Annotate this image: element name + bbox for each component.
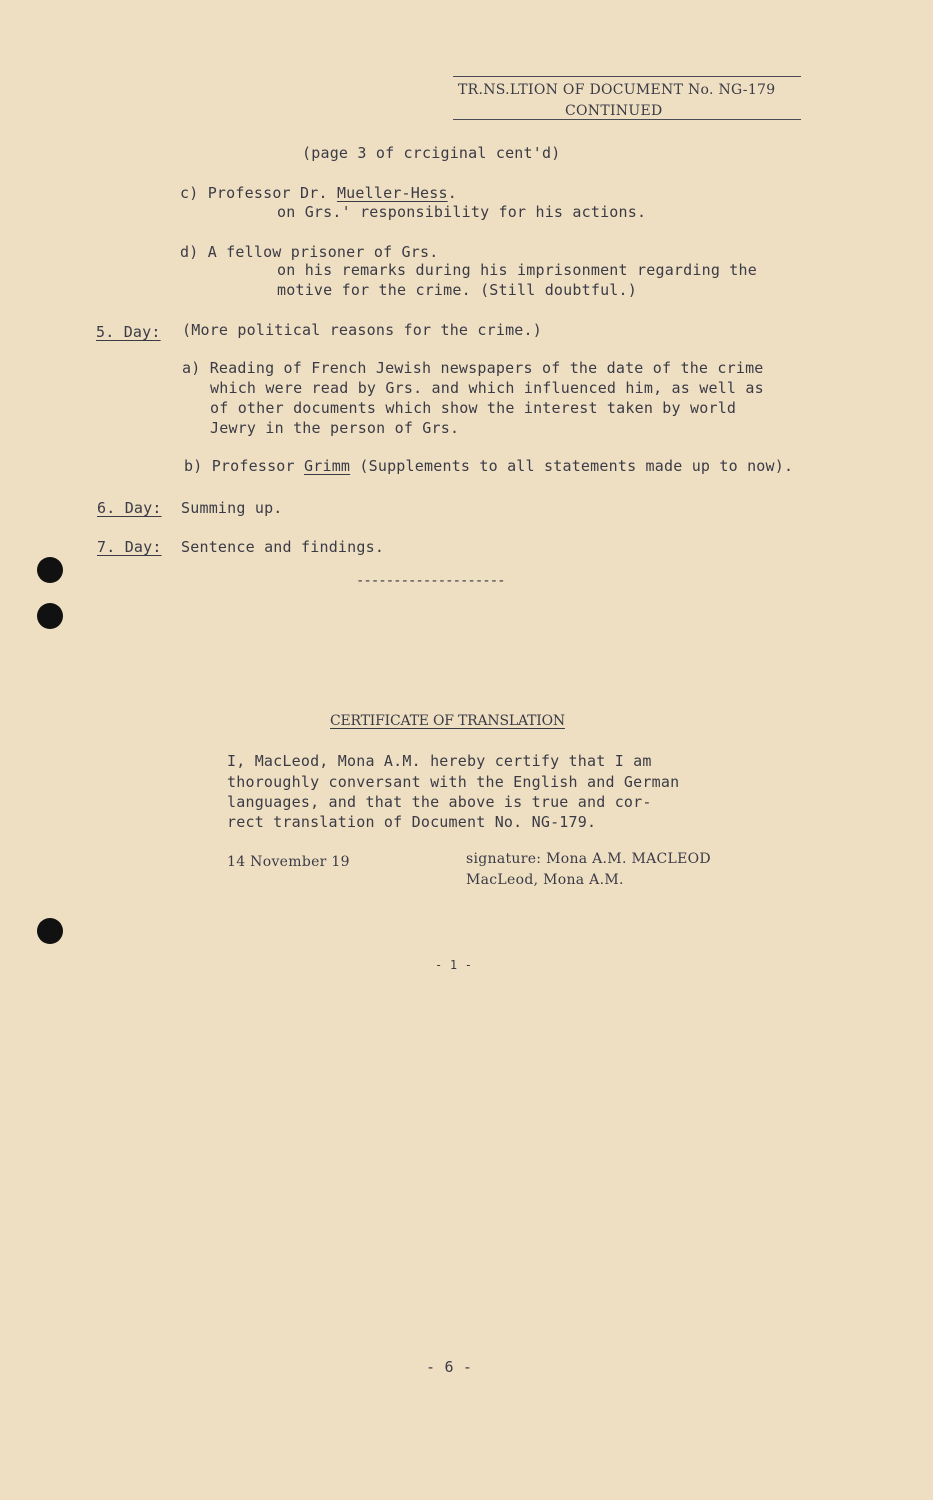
item-c-suffix: . [447, 184, 457, 202]
item-d-line3: motive for the crime. (Still doubtful.) [277, 281, 637, 299]
signature-line: signature: Mona A.M. MACLEOD [466, 851, 711, 867]
certificate-line2: thoroughly conversant with the English and German [227, 773, 680, 791]
certificate-date: 14 November 19 [227, 854, 350, 870]
page-number: - 6 - [426, 1358, 473, 1376]
day5-b-prefix: b) Professor [184, 457, 304, 475]
item-d-line1: d) A fellow prisoner of Grs. [180, 243, 439, 261]
item-d-line2: on his remarks during his imprisonment regarding the [277, 261, 757, 279]
punch-hole-middle [37, 603, 63, 629]
certificate-line3: languages, and that the above is true and cor- [227, 793, 652, 811]
punch-hole-bottom [37, 918, 63, 944]
header-subtitle: CONTINUED [565, 103, 663, 119]
day7-text: Sentence and findings. [181, 538, 385, 556]
item-c-line1 [180, 183, 457, 203]
day5-b-suffix: (Supplements to all statements made up to now). [350, 457, 794, 475]
day5-b-name: Grimm [304, 457, 351, 475]
header-title: TR.NS.LTION OF DOCUMENT No. NG-179 [458, 82, 776, 98]
day6-text: Summing up. [181, 499, 283, 517]
header-rule-top [453, 76, 801, 77]
day5-label: 5. Day: [96, 323, 161, 341]
header-rule-bottom [453, 119, 801, 120]
day5-a-line4: Jewry in the person of Grs. [210, 419, 460, 437]
section-separator: -------------------- [356, 573, 505, 589]
certificate-line1: I, MacLeod, Mona A.M. hereby certify that I am [227, 752, 652, 770]
day5-a-line1: a) Reading of French Jewish newspapers of the date of the crime [182, 359, 764, 377]
certificate-heading: CERTIFICATE OF TRANSLATION [330, 713, 565, 729]
day7-label: 7. Day: [97, 538, 162, 556]
day6-label: 6. Day: [97, 499, 162, 517]
day5-a-line2: which were read by Grs. and which influenced him, as well as [210, 379, 764, 397]
signature-name: MacLeod, Mona A.M. [466, 872, 624, 888]
day5-title: (More political reasons for the crime.) [182, 321, 542, 339]
certificate-line4: rect translation of Document No. NG-179. [227, 813, 597, 831]
item-c-line2: on Grs.' responsibility for his actions. [277, 203, 647, 221]
item-c-name: Mueller-Hess [336, 184, 448, 202]
punch-hole-top [37, 557, 63, 583]
item-c-marker: c) [180, 184, 199, 202]
day5-b-line [184, 456, 793, 476]
item-c-prefix: Professor Dr. [207, 184, 337, 202]
page-note: (page 3 of crciginal cent'd) [302, 144, 561, 162]
inner-page-number: - 1 - [435, 958, 473, 972]
day5-a-line3: of other documents which show the interest taken by world [210, 399, 737, 417]
